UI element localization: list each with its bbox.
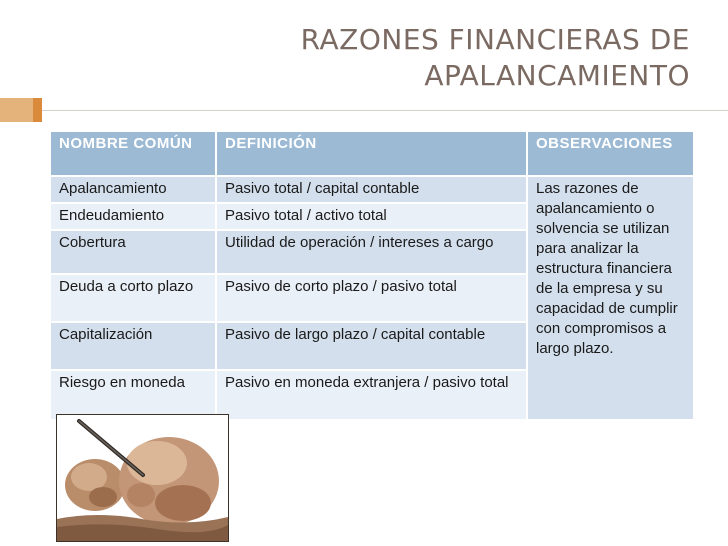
- row-name: Endeudamiento: [50, 203, 216, 230]
- row-name: Cobertura: [50, 230, 216, 274]
- accent-bar-dark: [33, 98, 42, 122]
- slide-title-line-1: RAZONES FINANCIERAS DE: [300, 23, 690, 56]
- row-definition: Pasivo de largo plazo / capital contable: [216, 322, 527, 370]
- row-definition: Pasivo total / capital contable: [216, 176, 527, 203]
- lever-rock-photo: [56, 414, 229, 542]
- table-header-row: [50, 131, 694, 176]
- header-name: NOMBRE COMÚN: [50, 131, 216, 176]
- title-divider: [42, 110, 728, 111]
- row-name: Riesgo en moneda: [50, 370, 216, 420]
- row-name: Capitalización: [50, 322, 216, 370]
- row-definition: Pasivo en moneda extranjera / pasivo total: [216, 370, 527, 420]
- lever-rock-icon: [57, 415, 228, 541]
- row-definition: Pasivo total / activo total: [216, 203, 527, 230]
- slide-title: [230, 22, 690, 94]
- observations-cell: Las razones de apalancamiento o solvencia se utilizan para analizar la estructura financiera de la empresa y su capacidad de cumplir con compromisos a largo plazo.: [527, 176, 694, 420]
- row-definition: Utilidad de operación / intereses a cargo: [216, 230, 527, 274]
- ratios-table: [49, 130, 695, 421]
- row-definition: Pasivo de corto plazo / pasivo total: [216, 274, 527, 322]
- header-definition: DEFINICIÓN: [216, 131, 527, 176]
- header-observations: OBSERVACIONES: [527, 131, 694, 176]
- row-name: Deuda a corto plazo: [50, 274, 216, 322]
- slide-title-line-2: APALANCAMIENTO: [424, 59, 690, 92]
- row-name: Apalancamiento: [50, 176, 216, 203]
- table-row: [50, 176, 694, 203]
